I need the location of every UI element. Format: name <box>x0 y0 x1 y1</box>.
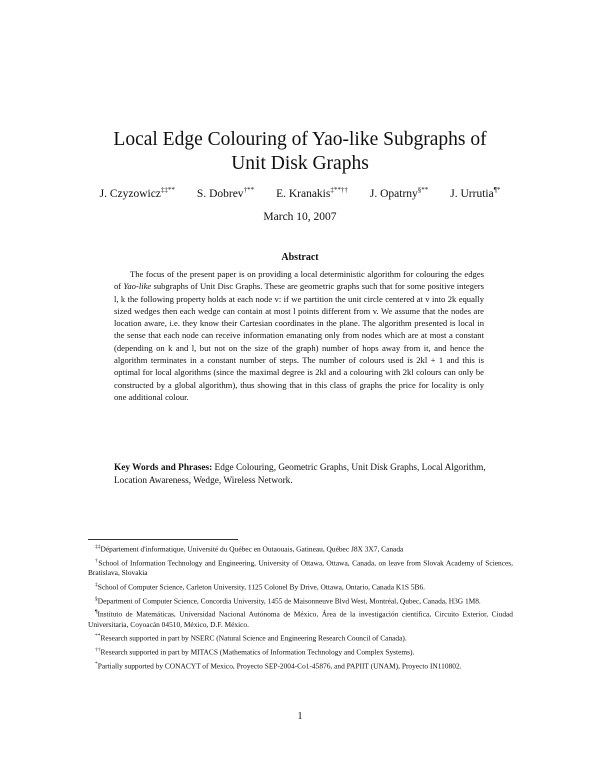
footnote <box>88 594 513 606</box>
author-marks: ‡‡** <box>160 186 175 194</box>
paper-title <box>60 128 540 176</box>
keywords <box>114 462 504 488</box>
author-name: E. Kranakis <box>276 187 331 200</box>
footnote <box>88 542 513 554</box>
title-line-2: Unit Disk Graphs <box>231 153 369 174</box>
author-name: S. Dobrev <box>196 187 244 200</box>
footnote-text: Département d'informatique, Université du Québec en Outaouais, Gatineau, Québec J8X 3X7, Canada <box>100 544 404 554</box>
footnote-mark: ¶ <box>95 609 98 616</box>
author <box>370 186 428 200</box>
footnote-mark: †† <box>95 647 101 654</box>
footnote <box>88 659 513 671</box>
author-marks: ‡**†† <box>330 186 348 194</box>
footnote-text: School of Computer Science, Carleton University, 1125 Colonel By Drive, Ottawa, Ontario, Canada K1S 5B6. <box>97 582 426 592</box>
author-name: J. Urrutia <box>450 187 494 200</box>
footnote-mark: ‡‡ <box>95 544 101 550</box>
author <box>450 186 500 200</box>
abstract-heading: Abstract <box>281 252 319 263</box>
author-marks: ¶* <box>493 186 501 194</box>
footnote <box>88 607 513 629</box>
author-name: J. Czyzowicz <box>99 187 161 200</box>
footnotes <box>88 542 513 673</box>
footnote-mark: * <box>95 661 98 668</box>
abstract-emphasis: Yao-like <box>123 281 152 292</box>
footnote-text: School of Information Technology and Engineering, University of Ottawa, Ottawa, Canada, on leave from Slovak Academy of Sciences, Bratislava, Slovakia <box>88 558 514 578</box>
author-marks: §** <box>417 186 429 194</box>
footnote-rule <box>88 539 238 540</box>
author-list <box>60 186 540 200</box>
author <box>276 186 348 200</box>
title-line-1: Local Edge Colouring of Yao-like Subgraphs of <box>113 129 487 150</box>
abstract-text: The focus of the present paper is on providing a local deterministic algorithm for colouring the edges of <box>114 269 484 292</box>
footnote-text: Research supported in part by NSERC (Natural Science and Engineering Research Council of Canada). <box>100 633 407 643</box>
footnote <box>88 580 513 592</box>
footnote-mark: § <box>95 595 98 602</box>
footnote-text: Department of Computer Science, Concordia University, 1455 de Maisonneuve Blvd West, Montréal, Qubec, Canada, H3G 1M8. <box>97 596 481 606</box>
footnote <box>88 645 513 657</box>
author <box>197 186 254 200</box>
paper-date: March 10, 2007 <box>263 211 337 223</box>
keywords-label: Key Words and Phrases: <box>114 463 213 473</box>
page-number: 1 <box>297 711 303 722</box>
footnote-mark: ** <box>95 633 101 640</box>
footnote-text: Partially supported by CONACYT of Mexico, Proyecto SEP-2004-Co1-45876, and PAPIIT (UNAM), Proyecto IN110802. <box>97 661 462 671</box>
author-name: J. Opatrny <box>369 187 418 200</box>
footnote <box>88 556 513 578</box>
footnote-mark: † <box>95 557 99 564</box>
author <box>100 186 175 200</box>
footnote-text: Instituto de Matemáticas, Universidad Nacional Autónoma de México, Área de la investigación científica, Circuito Exterior, Ciudad Universitaria, Coyoacán 04510, México, D.F. México. <box>88 609 513 629</box>
abstract-body <box>114 268 484 403</box>
footnote-mark: ‡ <box>95 581 98 588</box>
author-marks: †** <box>243 186 255 194</box>
footnote <box>88 631 513 643</box>
footnote-text: Research supported in part by MITACS (Mathematics of Information Technology and Complex Systems). <box>100 647 415 657</box>
abstract-text: subgraphs of Unit Disc Graphs. These are geometric graphs such that for some positive integers l, k the following property holds at each node v: if we partition the unit circle centered at v into 2k equally sized wedges then each wedge can contain at most l points different from v. We assume that the nodes are location aware, i.e. they know their Cartesian coordinates in the plane. The algorithm presented is local in the sense that each node can receive information emanating only from nodes which are at most a constant (depending on k and l, but not on the size of the graph) number of hops away from it, and hence the algorithm terminates in a constant number of steps. The number of colours used is 2kl + 1 and this is optimal for local algorithms (since the maximal degree is 2kl and a colouring with 2kl colours can only be constructed by a global algorithm), thus showing that in this class of graphs the price for locality is only one additional colour. <box>114 281 484 402</box>
keywords-text: Edge Colouring, Geometric Graphs, Unit Disk Graphs, Local Algorithm, Location Awareness, Wedge, Wireless Network. <box>114 463 486 486</box>
